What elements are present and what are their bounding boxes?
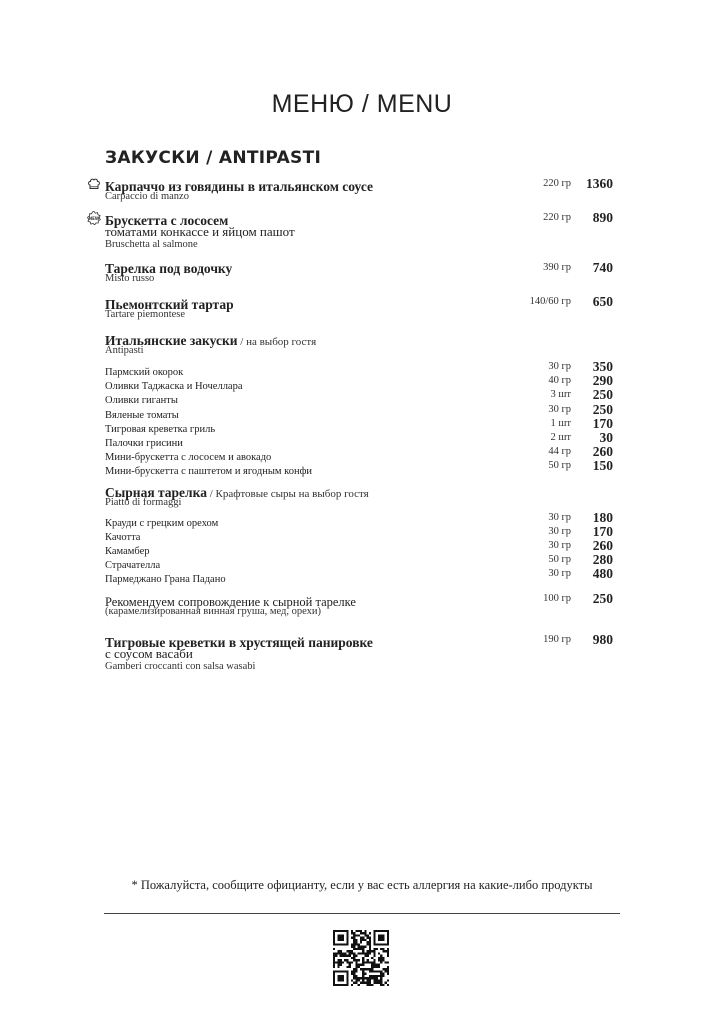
- sub-item-name: Мини-брускетта с паштетом и ягодным конфи: [105, 466, 313, 478]
- item-weight: 220 гр: [543, 178, 571, 189]
- sub-item-price: 280: [592, 552, 613, 568]
- sub-item-name: Оливки гиганты: [105, 395, 178, 407]
- sub-item-weight: 50 гр: [548, 554, 571, 566]
- menu-item-shrimp: [105, 632, 613, 673]
- sub-item-row: [105, 552, 613, 572]
- item-price: 740: [592, 260, 613, 275]
- menu-item-recommend: [105, 591, 613, 618]
- sub-item-price: 290: [592, 373, 613, 389]
- sub-item-weight: 30 гр: [548, 403, 571, 415]
- sub-item-price: 180: [592, 509, 613, 525]
- sub-item-price: 480: [592, 566, 613, 582]
- item-latin: Bruschetta al salmone: [105, 239, 198, 250]
- item-detail: (карамелизированная винная груша, мед, орехи): [105, 606, 322, 618]
- item-subtitle: томатами конкассе и яйцом пашот: [105, 224, 295, 239]
- divider: [104, 913, 620, 914]
- new-badge-icon: [87, 211, 101, 225]
- menu-item-bruschetta: [88, 210, 613, 251]
- menu-item-vodka-plate: [105, 258, 613, 285]
- group-latin: Piatto di formaggi: [105, 496, 182, 508]
- sub-item-price: 170: [592, 523, 613, 539]
- sub-item-name: Камамбер: [105, 545, 150, 557]
- sub-item-weight: 2 шт: [550, 431, 571, 443]
- svg-text:NEW: NEW: [88, 215, 100, 221]
- sub-item-name: Пармеджано Грана Падано: [105, 574, 226, 586]
- item-weight: 220 гр: [543, 212, 571, 223]
- item-weight: 390 гр: [543, 262, 571, 273]
- item-latin: Gamberi croccanti con salsa wasabi: [105, 661, 256, 673]
- item-price: 250: [592, 591, 613, 607]
- group-name: Сырная тарелка: [105, 484, 207, 500]
- group-note: / на выбор гостя: [237, 336, 317, 348]
- sub-item-price: 250: [592, 401, 613, 417]
- item-weight: 140/60 гр: [529, 296, 571, 307]
- item-name: Брускетта с лососем: [105, 213, 229, 228]
- sub-item-name: Мини-брускетта с лососем и авокадо: [105, 452, 272, 464]
- sub-item-price: 260: [592, 444, 613, 460]
- menu-group-cheese: [105, 482, 613, 586]
- sub-item-name: Вяленые томаты: [105, 409, 179, 421]
- sub-item-weight: 30 гр: [548, 568, 571, 580]
- menu-item-carpaccio: [105, 176, 613, 203]
- sub-item-row: [105, 509, 613, 529]
- sub-item-price: 350: [592, 359, 613, 374]
- group-latin: Antipasti: [105, 345, 144, 356]
- item-name: Пьемонтский тартар: [105, 297, 234, 312]
- group-name: Итальянские закуски: [105, 333, 238, 348]
- section-title: ЗАКУСКИ / ANTIPASTI: [105, 148, 322, 168]
- sub-item-name: Палочки грисини: [105, 437, 183, 449]
- sub-item-weight: 30 гр: [548, 525, 571, 537]
- sub-item-name: Страчателла: [105, 560, 161, 572]
- item-latin: Misto russo: [105, 273, 155, 284]
- item-name: Рекомендуем сопровождение к сырной тарелке: [105, 595, 356, 610]
- sub-item-weight: 30 гр: [548, 539, 571, 551]
- sub-item-row: [105, 444, 613, 464]
- sub-item-price: 150: [592, 458, 613, 474]
- item-latin: Tartare piemontese: [105, 309, 186, 320]
- item-name: Тарелка под водочку: [105, 261, 233, 276]
- item-name: Тигровые креветки в хрустящей панировке: [105, 635, 373, 651]
- sub-item-price: 260: [592, 537, 613, 553]
- sub-item-row: [105, 359, 613, 378]
- allergy-note: * Пожалуйста, сообщите официанту, если у вас есть аллергия на какие-либо продукты: [131, 878, 593, 892]
- item-weight: 190 гр: [543, 634, 571, 646]
- sub-item-name: Пармский окорок: [105, 367, 184, 378]
- sub-item-weight: 3 шт: [550, 389, 571, 401]
- item-price: 980: [592, 632, 613, 648]
- sub-item-weight: 44 гр: [548, 446, 571, 458]
- sub-item-price: 30: [599, 429, 613, 445]
- item-price: 650: [592, 294, 613, 309]
- item-subtitle: с соусом васаби: [105, 646, 193, 662]
- item-name: Карпаччо из говядины в итальянском соусе: [105, 179, 373, 194]
- item-latin: Carpaccio di manzo: [105, 191, 189, 202]
- sub-item-row: [105, 373, 613, 393]
- qr-code-icon[interactable]: [333, 930, 389, 986]
- chef-hat-icon: [87, 177, 101, 191]
- menu-item-tartare: [105, 294, 613, 321]
- sub-item-name: Тигровая креветка гриль: [105, 423, 216, 435]
- sub-item-weight: 30 гр: [548, 511, 571, 523]
- sub-item-name: Качотта: [105, 531, 141, 543]
- sub-item-weight: 1 шт: [550, 417, 571, 429]
- item-price: 890: [592, 210, 613, 225]
- sub-item-name: Крауди с грецким орехом: [105, 517, 219, 529]
- sub-item-price: 170: [592, 415, 613, 431]
- sub-item-name: Оливки Таджаска и Ночеллара: [105, 381, 243, 393]
- sub-item-weight: 30 гр: [548, 361, 571, 372]
- menu-list: [88, 176, 613, 673]
- item-price: 1360: [586, 176, 613, 191]
- group-note: / Крафтовые сыры на выбор гостя: [206, 487, 369, 500]
- sub-item-price: 250: [592, 387, 613, 403]
- item-weight: 100 гр: [543, 593, 571, 605]
- sub-item-weight: 40 гр: [548, 375, 571, 387]
- sub-item-weight: 50 гр: [548, 460, 571, 472]
- page-title: МЕНЮ / MENU: [271, 90, 453, 118]
- menu-group-antipasti: [105, 330, 613, 478]
